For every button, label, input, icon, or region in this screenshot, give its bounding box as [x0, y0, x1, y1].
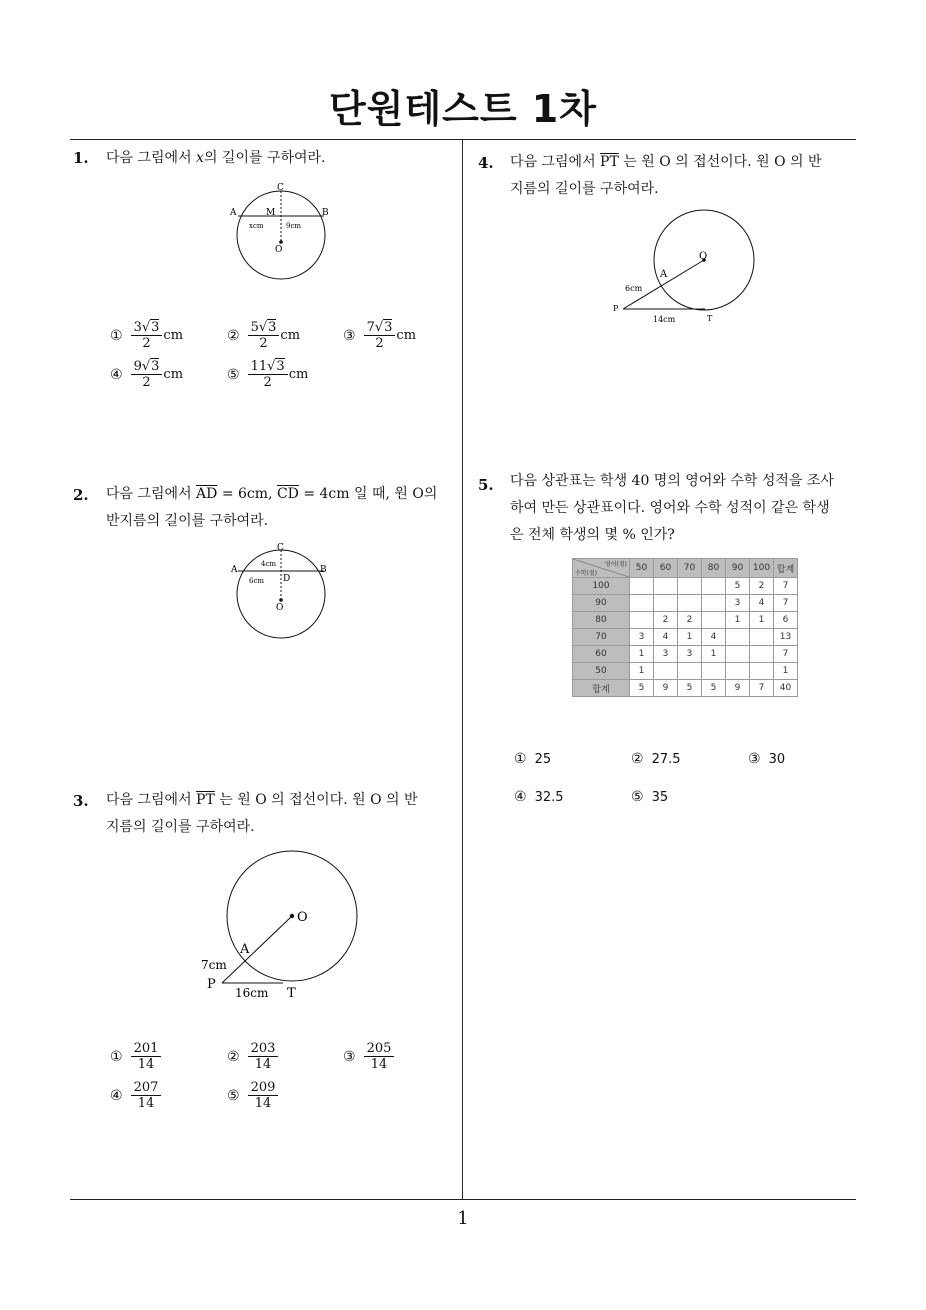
table-row: 합계 5 9 5 5 9 7 40: [573, 680, 798, 697]
point-a-label: A: [230, 208, 237, 218]
choice-1[interactable]: ① 25: [514, 751, 552, 767]
question-text: 다음 그림에서 $\overline{PT}$ 는 원 O 의 접선이다. 원 O 의 반 지름의 길이를 구하여라.: [106, 792, 418, 835]
choice-3[interactable]: ③ $\frac{205}{14}$: [343, 1041, 394, 1072]
column-header: 70: [678, 559, 702, 578]
question-text: 다음 그림에서 $\overline{PT}$ 는 원 O 의 접선이다. 원 O 의 반 지름의 길이를 구하여라.: [510, 154, 822, 197]
choice-5[interactable]: ⑤ $\frac{11√3}{2}$ cm: [227, 359, 309, 390]
question-number: 1.: [73, 149, 89, 167]
question-text-post: 의 길이를 구하여라.: [203, 150, 326, 166]
row-header: 100: [573, 578, 630, 595]
figure-tangent-secant: [195, 845, 370, 1010]
length-pt-label: 14cm: [653, 315, 676, 324]
length-cd-label: 4cm: [261, 560, 277, 568]
point-a-label: A: [660, 269, 668, 280]
table-row: 90 3 4 7: [573, 595, 798, 612]
point-o-label: O: [275, 245, 283, 255]
top-rule: [70, 139, 856, 140]
point-p-label: P: [613, 304, 619, 313]
table-corner-cell: 영어(점) 수학(점): [573, 559, 630, 578]
choice-3[interactable]: ③ 30: [748, 751, 786, 767]
choice-2[interactable]: ② 27.5: [631, 751, 681, 767]
table-row: 60 1 3 3 1 7: [573, 646, 798, 663]
table-header-row: [573, 559, 798, 578]
point-o-label: O: [297, 910, 308, 925]
figure-circle-chord-2: [225, 540, 340, 645]
table-row: 100 5 2 7: [573, 578, 798, 595]
figure-circle-chord: [225, 180, 340, 285]
segment-pt: $\overline{PT}$: [196, 792, 215, 808]
question-number: 3.: [73, 792, 89, 810]
correlation-table: [572, 558, 798, 697]
point-p-label: P: [207, 977, 216, 992]
page-number: 1: [457, 1208, 469, 1229]
column-header: 100: [750, 559, 774, 578]
table-row: 50 1 1: [573, 663, 798, 680]
choice-3[interactable]: ③ $\frac{7√3}{2}$ cm: [343, 320, 417, 351]
length-pa-label: 7cm: [201, 958, 227, 972]
point-m-label: M: [266, 208, 276, 218]
column-header: 80: [702, 559, 726, 578]
question-number: 4.: [478, 154, 494, 172]
point-a-label: A: [231, 565, 238, 575]
choice-1[interactable]: ① $\frac{3√3}{2}$ cm: [110, 320, 184, 351]
segment-cd: $\overline{CD}$: [276, 486, 299, 502]
choice-1[interactable]: ① $\frac{201}{14}$: [110, 1041, 161, 1072]
variable-x: x: [196, 150, 204, 166]
column-divider: [462, 140, 463, 1200]
point-a-label: A: [240, 942, 250, 957]
point-o-label: O: [699, 251, 708, 262]
length-9-label: 9cm: [286, 222, 302, 230]
choice-4[interactable]: ④ 32.5: [514, 789, 564, 805]
choice-5[interactable]: ⑤ $\frac{209}{14}$: [227, 1080, 278, 1111]
choice-4[interactable]: ④ $\frac{9√3}{2}$ cm: [110, 359, 184, 390]
row-header: 90: [573, 595, 630, 612]
length-ad-label: 6cm: [249, 577, 265, 585]
point-c-label: C: [277, 543, 284, 553]
row-header: 70: [573, 629, 630, 646]
column-header: 60: [654, 559, 678, 578]
question-text: 다음 그림에서 $\overline{AD} = 6cm$, $\overline{CD} = 4cm$ 일 때, 원 O의 반지름의 길이를 구하여라.: [106, 486, 438, 529]
figure-tangent-secant-small: [605, 205, 765, 330]
segment-pt: $\overline{PT}$: [600, 154, 619, 170]
point-t-label: T: [287, 986, 296, 1001]
question-text: [106, 145, 326, 172]
point-t-label: T: [707, 314, 713, 323]
length-x-label: xcm: [249, 222, 264, 230]
segment-ad: $\overline{AD}$: [196, 486, 218, 502]
row-header: 80: [573, 612, 630, 629]
page-title: 단원테스트 1차: [329, 87, 597, 131]
question-text: 다음 상관표는 학생 40 명의 영어와 수학 성적을 조사 하여 만든 상관표이다. 영어와 수학 성적이 같은 학생 은 전체 학생의 몇 % 인가?: [510, 473, 834, 543]
choice-4[interactable]: ④ $\frac{207}{14}$: [110, 1080, 161, 1111]
point-c-label: C: [277, 183, 284, 193]
column-header: 90: [726, 559, 750, 578]
choice-5[interactable]: ⑤ 35: [631, 789, 669, 805]
point-d-label: D: [283, 574, 291, 584]
row-header: 합계: [573, 680, 630, 697]
table-row: 80 2 2 1 1 6: [573, 612, 798, 629]
length-pt-label: 16cm: [235, 986, 269, 1000]
question-number: 5.: [478, 476, 494, 494]
column-header: 50: [630, 559, 654, 578]
choice-2[interactable]: ② $\frac{203}{14}$: [227, 1041, 278, 1072]
question-number: 2.: [73, 486, 89, 504]
choice-2[interactable]: ② $\frac{5√3}{2}$ cm: [227, 320, 301, 351]
row-header: 60: [573, 646, 630, 663]
point-b-label: B: [320, 565, 327, 575]
point-b-label: B: [322, 208, 329, 218]
length-pa-label: 6cm: [625, 284, 643, 293]
bottom-rule: [70, 1199, 856, 1200]
row-header: 50: [573, 663, 630, 680]
question-text-pre: 다음 그림에서: [106, 150, 197, 166]
table-row: 70 3 4 1 4 13: [573, 629, 798, 646]
point-o-label: O: [276, 603, 284, 613]
column-header: 합계: [774, 559, 798, 578]
